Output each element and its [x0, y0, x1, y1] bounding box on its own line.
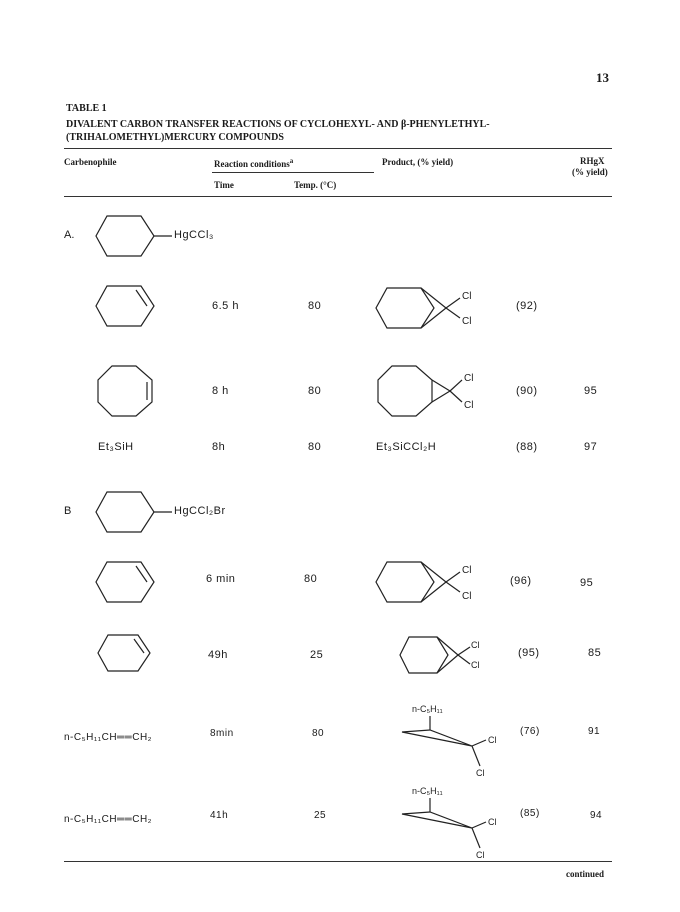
cyclopropane-product-2 — [396, 782, 506, 862]
reagent-b: HgCCl₂Br — [174, 505, 226, 517]
header-rule-top — [64, 148, 612, 149]
row4-rhgx: 95 — [580, 577, 594, 589]
cyclopropane-product-1 — [396, 700, 506, 780]
cl-label: Cl — [488, 817, 497, 827]
row3-time: 8h — [212, 441, 226, 453]
bicyclononane-product — [376, 362, 496, 422]
row1-time: 6.5 h — [212, 300, 239, 312]
continued-label: continued — [566, 869, 605, 879]
page-number: 13 — [596, 70, 609, 85]
row4-yield: (96) — [510, 575, 532, 587]
cl-label: Cl — [462, 565, 472, 576]
cyclohexene-structure — [96, 284, 156, 330]
header-reaction-conditions-text: Reaction conditions — [214, 159, 290, 169]
row7-time: 41h — [210, 810, 229, 821]
row7-temp: 25 — [314, 810, 327, 821]
reagent-a: HgCCl₃ — [174, 229, 214, 241]
header-time: Time — [214, 180, 234, 190]
row6-temp: 80 — [312, 728, 325, 739]
norcarane-product-1 — [376, 282, 496, 338]
cyclohexane-ring-icon — [96, 492, 154, 532]
cl-label: Cl — [464, 400, 474, 411]
row6-carbenophile: n-C₅H₁₁CH══CH₂ — [64, 732, 153, 743]
row4-temp: 80 — [304, 573, 318, 585]
header-footnote-marker: a — [289, 157, 294, 165]
section-a-label: A. — [64, 229, 75, 241]
row3-rhgx: 97 — [584, 441, 598, 453]
norcarane-product-2 — [376, 556, 496, 612]
header-rhgx-yield: (% yield) — [572, 167, 608, 177]
table-label: TABLE 1 — [66, 103, 107, 114]
row2-rhgx: 95 — [584, 385, 598, 397]
cyclohexene-structure — [98, 634, 158, 674]
row5-temp: 25 — [310, 649, 324, 661]
row1-yield: (92) — [516, 300, 538, 312]
cl-label: Cl — [471, 660, 480, 670]
row5-rhgx: 85 — [588, 647, 602, 659]
row6-yield: (76) — [520, 726, 540, 737]
row3-temp: 80 — [308, 441, 322, 453]
cl-label: Cl — [464, 373, 474, 384]
table-title: DIVALENT CARBON TRANSFER REACTIONS OF CYCLOHEXYL- AND β-PHENYLETHYL-(TRIHALOMETHYL)MERCURY COMPOUNDS — [66, 119, 490, 143]
pentyl-label: n-C₅H₁₁ — [412, 704, 443, 714]
header-product: Product, (% yield) — [382, 157, 454, 167]
row3-carbenophile: Et₃SiH — [98, 441, 134, 453]
row6-time: 8min — [210, 728, 234, 739]
cl-label: Cl — [471, 640, 480, 650]
header-temp: Temp. (°C) — [294, 180, 337, 190]
row3-yield: (88) — [516, 441, 538, 453]
row5-yield: (95) — [518, 647, 540, 659]
norcarane-product-3 — [400, 634, 500, 678]
row1-temp: 80 — [308, 300, 322, 312]
cyclooctene-structure — [96, 364, 156, 420]
cl-label: Cl — [476, 850, 485, 860]
row2-temp: 80 — [308, 385, 322, 397]
table-bottom-rule — [64, 861, 612, 862]
header-carbenophile: Carbenophile — [64, 157, 117, 167]
row5-time: 49h — [208, 649, 228, 661]
row4-time: 6 min — [206, 573, 236, 585]
row3-product: Et₃SiCCl₂H — [376, 441, 437, 453]
section-b-label: B — [64, 505, 72, 517]
header-rule-conditions — [212, 172, 374, 173]
row7-yield: (85) — [520, 808, 540, 819]
header-rhgx: RHgX — [580, 156, 605, 166]
cyclohexane-ring-icon — [96, 216, 154, 256]
row7-rhgx: 94 — [590, 810, 603, 821]
cl-label: Cl — [462, 591, 472, 602]
cl-label: Cl — [476, 768, 485, 778]
cl-label: Cl — [462, 291, 472, 302]
row7-carbenophile: n-C₅H₁₁CH══CH₂ — [64, 814, 153, 825]
header-reaction-conditions — [214, 157, 293, 169]
row2-time: 8 h — [212, 385, 229, 397]
header-rule-bottom — [64, 196, 612, 197]
cl-label: Cl — [462, 316, 472, 327]
row6-rhgx: 91 — [588, 726, 601, 737]
cyclohexene-structure — [96, 560, 156, 606]
cl-label: Cl — [488, 735, 497, 745]
row2-yield: (90) — [516, 385, 538, 397]
pentyl-label: n-C₅H₁₁ — [412, 786, 443, 796]
